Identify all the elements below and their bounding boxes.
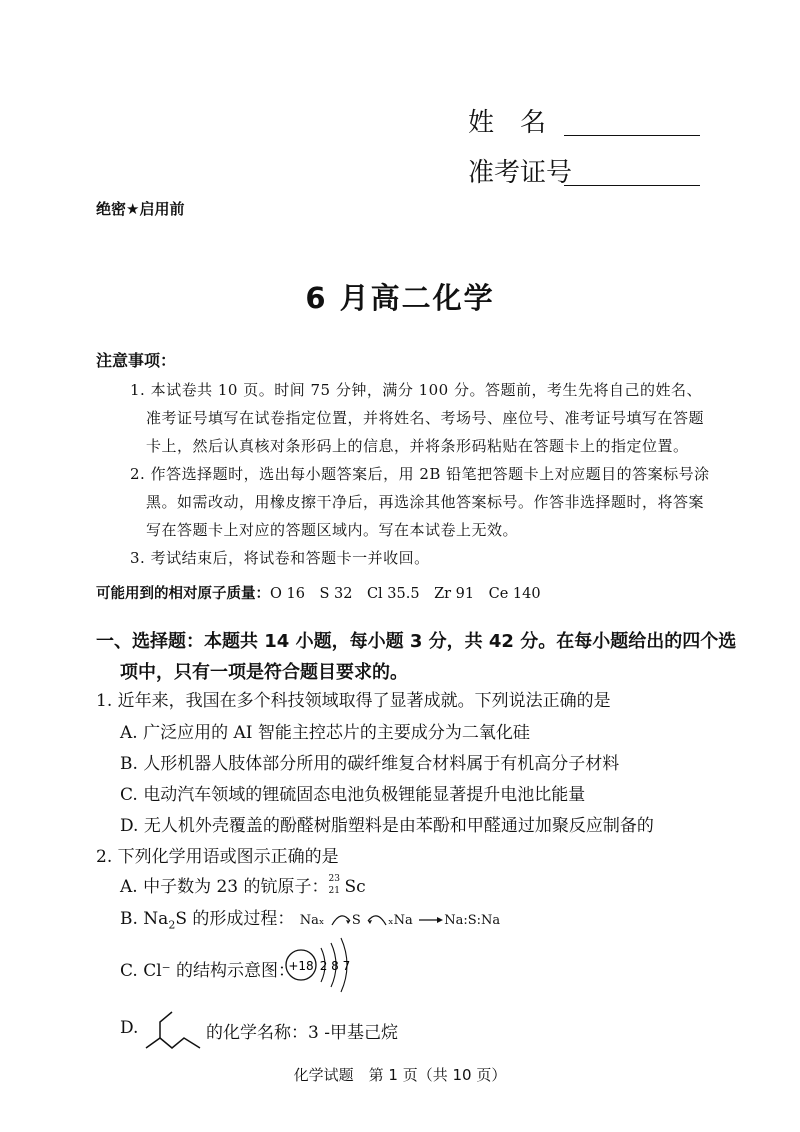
secret-mark: 绝密★启用前	[96, 200, 185, 218]
formation-s: S	[351, 913, 361, 928]
question-2-option-b: B. $Na_2S$ 的形成过程： Naₓ S ₓNa Na:S:Na	[120, 909, 501, 932]
option-d-prefix: D.	[120, 1018, 139, 1038]
exam-id-label: 准考证号	[468, 158, 573, 188]
nuclide-notation	[328, 873, 345, 898]
question-2-option-c	[120, 956, 295, 981]
electron-transfer-arrow-icon	[366, 911, 388, 929]
atomic-mass-line	[96, 582, 541, 603]
section-heading: 一、选择题：本题共 14 小题，每小题 3 分，共 42 分。在每小题给出的四个选项中，只有一项是符合题目要求的。	[96, 631, 737, 683]
notice-item-1: 1. 本试卷共 10 页。时间 75 分钟，满分 100 分。答题前，考生先将自己的姓名、准考证号填写在试卷指定位置，并将姓名、考场号、座位号、准考证号填写在答题卡上，然后认真核对条形码上的信息，并将条形码粘贴在答题卡上的指定位置。	[130, 381, 705, 455]
element-symbol: Sc	[344, 877, 366, 897]
question-1-option-d: D. 无人机外壳覆盖的酚醛树脂塑料是由苯酚和甲醛通过加聚反应制备的	[120, 816, 654, 836]
chloride-ion-structure-diagram	[283, 932, 363, 1002]
nucleus-charge: +18	[288, 959, 314, 973]
question-2-option-d	[120, 1018, 138, 1038]
question-1-option-b: B. 人形机器人肢体部分所用的碳纤维复合材料属于有机高分子材料	[120, 754, 620, 774]
formation-left-na: Na	[299, 913, 319, 928]
exam-id-field-row	[468, 158, 572, 188]
option-d-name: 的化学名称：3 -甲基己烷	[206, 1023, 398, 1043]
page-title: 6 月高二化学	[305, 281, 495, 315]
option-b-subscript: 2	[168, 918, 176, 932]
formation-right-na: Na	[393, 913, 413, 928]
question-1-stem: 1. 近年来，我国在多个科技领域取得了显著成就。下列说法正确的是	[96, 691, 611, 711]
question-1-option-a: A. 广泛应用的 AI 智能主控芯片的主要成分为二氧化硅	[120, 723, 530, 743]
notice-heading: 注意事项：	[96, 351, 177, 370]
question-2-stem: 2. 下列化学用语或图示正确的是	[96, 847, 339, 867]
option-a-text: A. 中子数为 23 的钪原子：	[120, 877, 329, 897]
option-b-mid: S 的形成过程：	[175, 909, 295, 929]
skeletal-formula-3-methylhexane	[140, 1004, 206, 1052]
atomic-mass-label: 可能用到的相对原子质量：	[96, 586, 270, 602]
mass-number: 23	[328, 873, 340, 884]
question-1-option-c: C. 电动汽车领域的锂硫固态电池负极锂能显著提升电池比能量	[120, 785, 586, 805]
atomic-mass-values: O 16 S 32 Cl 35.5 Zr 91 Ce 140	[270, 586, 541, 602]
name-blank-line	[564, 135, 700, 136]
reaction-arrow-icon	[418, 914, 444, 926]
formation-product: Na:S:Na	[444, 913, 501, 928]
option-c-text: C. Cl⁻ 的结构示意图：	[120, 961, 296, 981]
electron-transfer-arrow-icon	[330, 911, 352, 929]
notice-item-3: 3. 考试结束后，将试卷和答题卡一并收回。	[130, 549, 430, 567]
exam-id-blank-line	[564, 185, 700, 186]
notice-item-2: 2. 作答选择题时，选出每小题答案后，用 2B 铅笔把答题卡上对应题目的答案标号涂黑。如需改动，用橡皮擦干净后，再选涂其他答案标号。作答非选择题时，将答案写在答题卡上对应的答题区域内。写在本试卷上无效。	[130, 465, 710, 539]
option-b-prefix: B. Na	[120, 909, 169, 929]
electron-shell-counts: 2 8 7	[319, 959, 351, 973]
page-footer: 化学试题 第 1 页（共 10 页）	[293, 1066, 507, 1084]
question-2-option-a	[120, 872, 366, 898]
name-label: 姓 名	[468, 108, 547, 138]
name-field-row	[468, 108, 546, 138]
atomic-number: 21	[328, 885, 340, 896]
